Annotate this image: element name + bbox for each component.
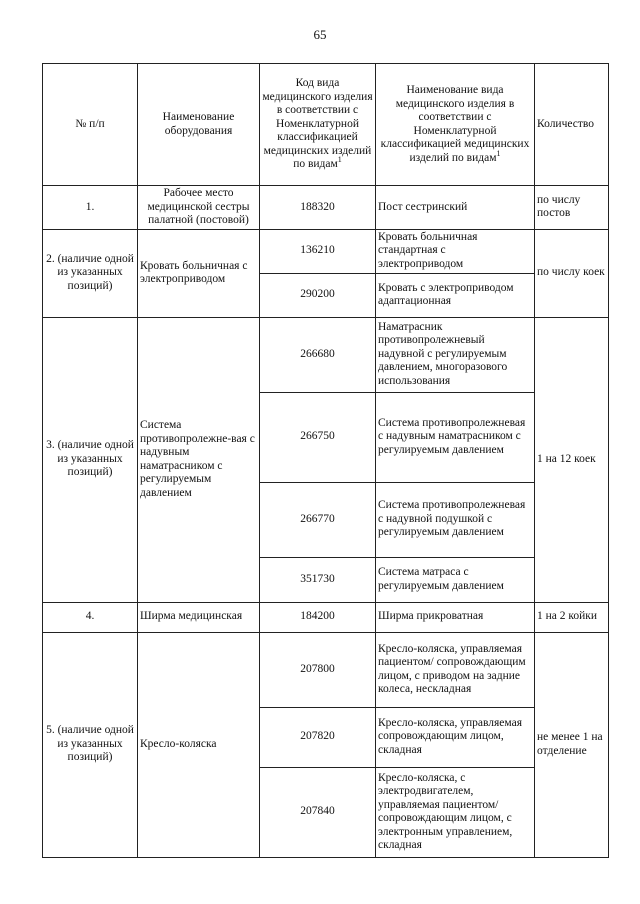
table-row <box>43 186 609 230</box>
row-code: 188320 <box>260 186 376 230</box>
row-qty: по числу постов <box>535 186 609 230</box>
row-equipment: Система противопролежне-вая с надувным наматрасником с регулируемым давлением <box>138 317 260 602</box>
row-code: 136210 <box>260 229 376 273</box>
row-equipment: Ширма медицинская <box>138 602 260 632</box>
header-code <box>260 64 376 186</box>
row-num: 1. <box>43 186 138 230</box>
row-name: Наматрасник противопролежневый надувной с регулируемым давлением, многоразового использования <box>376 317 535 392</box>
row-num: 4. <box>43 602 138 632</box>
row-qty: по числу коек <box>535 229 609 317</box>
table-row <box>43 229 609 273</box>
row-name: Кровать с электроприводом адаптационная <box>376 273 535 317</box>
row-name: Система противопролежневая с надувным наматрасником с регулируемым давлением <box>376 392 535 482</box>
row-num: 3. (наличие одной из указанных позиций) <box>43 317 138 602</box>
header-num: № п/п <box>43 64 138 186</box>
row-name: Пост сестринский <box>376 186 535 230</box>
header-row <box>43 64 609 186</box>
row-name: Система противопролежневая с надувной подушкой с регулируемым давлением <box>376 482 535 557</box>
row-code: 266770 <box>260 482 376 557</box>
row-code: 184200 <box>260 602 376 632</box>
row-qty: не менее 1 на отделение <box>535 632 609 857</box>
header-name <box>376 64 535 186</box>
row-qty: 1 на 12 коек <box>535 317 609 602</box>
row-code: 207840 <box>260 767 376 857</box>
row-name: Система матраса с регулируемым давлением <box>376 557 535 602</box>
row-code: 351730 <box>260 557 376 602</box>
header-qty: Количество <box>535 64 609 186</box>
page-number: 65 <box>313 27 327 42</box>
row-name: Кресло-коляска, управляемая сопровождающим лицом, складная <box>376 707 535 767</box>
row-equipment: Рабочее место медицинской сестры палатной (постовой) <box>138 186 260 230</box>
row-code: 207800 <box>260 632 376 707</box>
header-name-text: Наименование вида медицинского изделия в соответствии с Номенклатурной классификацией медицинских изделий по видам <box>380 84 530 164</box>
footnote-mark: 1 <box>337 155 342 165</box>
row-name: Кресло-коляска, управляемая пациентом/ сопровождающим лицом, с приводом на задние колеса, нескладная <box>376 632 535 707</box>
row-code: 266750 <box>260 392 376 482</box>
row-code: 207820 <box>260 707 376 767</box>
table-row <box>43 602 609 632</box>
row-name: Кресло-коляска, с электродвигателем, управляемая пациентом/ сопровождающим лицом, с электронным управлением, складная <box>376 767 535 857</box>
header-code-text: Код вида медицинского изделия в соответствии с Номенклатурной классификацией медицинских изделий по видам <box>262 77 373 171</box>
row-equipment: Кресло-коляска <box>138 632 260 857</box>
row-code: 290200 <box>260 273 376 317</box>
row-name: Кровать больничная стандартная с электроприводом <box>376 229 535 273</box>
row-qty: 1 на 2 койки <box>535 602 609 632</box>
header-equipment: Наименование оборудования <box>138 64 260 186</box>
equipment-table <box>42 63 609 858</box>
footnote-mark: 1 <box>496 148 501 158</box>
table-row <box>43 317 609 392</box>
row-name: Ширма прикроватная <box>376 602 535 632</box>
table-row <box>43 632 609 707</box>
row-code: 266680 <box>260 317 376 392</box>
row-num: 2. (наличие одной из указанных позиций) <box>43 229 138 317</box>
row-equipment: Кровать больничная с электроприводом <box>138 229 260 317</box>
row-num: 5. (наличие одной из указанных позиций) <box>43 632 138 857</box>
